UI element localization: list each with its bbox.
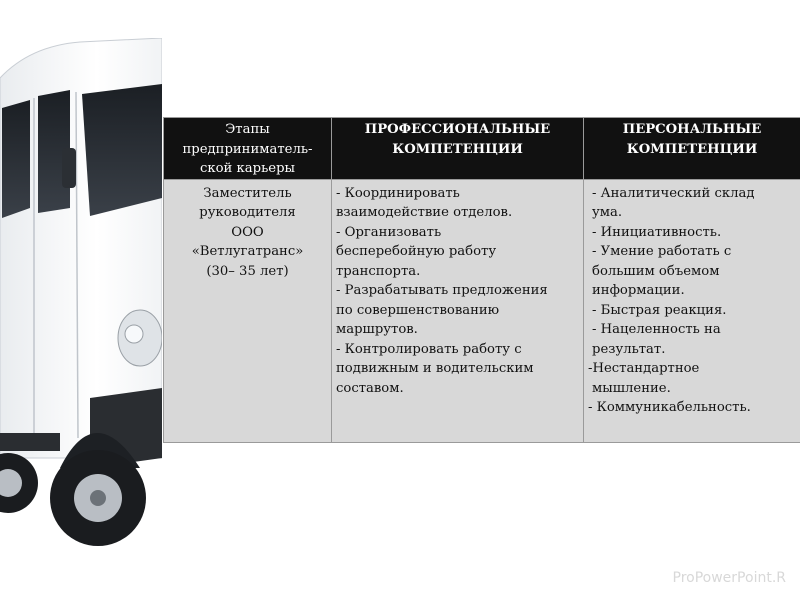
cell-line: - Контролировать работу с <box>336 341 522 357</box>
cell-line: (30– 35 лет) <box>206 263 289 279</box>
cell-line: -Нестандартное <box>588 361 700 376</box>
table-row <box>164 179 800 442</box>
cell-line: по совершенствованию <box>336 302 500 318</box>
cell-line: транспорта. <box>336 263 421 279</box>
header-line: ПЕРСОНАЛЬНЫЕ <box>622 122 762 137</box>
competencies-table-panel <box>163 117 800 443</box>
header-line: ской карьеры <box>199 161 296 176</box>
table-header-row <box>164 118 800 180</box>
competencies-table <box>163 117 800 443</box>
cell-line: результат. <box>592 341 666 357</box>
cell-line: мышление. <box>592 380 671 396</box>
cell-line: большим объемом <box>592 263 720 279</box>
cell-line: составом. <box>336 380 404 396</box>
cell-line: Заместитель <box>203 185 292 201</box>
cell-line: «Ветлугатранс» <box>191 244 304 259</box>
cell-line: - Быстрая реакция. <box>592 302 727 318</box>
header-line: КОМПЕТЕНЦИИ <box>626 141 758 157</box>
cell-line: - Аналитический склад <box>592 185 755 201</box>
cell-line: - Координировать <box>336 185 460 201</box>
watermark: ProPowerPoint.R <box>672 570 786 586</box>
cell-line: ума. <box>592 205 623 220</box>
header-line: Этапы <box>225 122 270 137</box>
cell-line: взаимодействие отделов. <box>336 205 513 220</box>
cell-line: - Коммуникабельность. <box>588 400 751 415</box>
cell-line: подвижным и водительским <box>336 361 534 376</box>
minibus-image <box>0 38 162 566</box>
header-line: предприниматель- <box>182 141 313 157</box>
header-career-stages <box>164 118 332 180</box>
cell-line: ООО <box>231 224 264 240</box>
cell-line: маршрутов. <box>336 322 418 337</box>
cell-line: информации. <box>592 283 685 298</box>
header-line: КОМПЕТЕНЦИИ <box>392 141 523 157</box>
header-personal-competencies <box>584 118 800 180</box>
header-line: ПРОФЕССИОНАЛЬНЫЕ <box>364 122 551 137</box>
cell-line: бесперебойную работу <box>336 244 497 259</box>
header-professional-competencies <box>332 118 584 180</box>
cell-career-stage <box>164 179 332 442</box>
cell-professional-competencies <box>332 179 584 442</box>
cell-personal-competencies <box>584 179 800 442</box>
cell-line: - Умение работать с <box>592 244 732 259</box>
cell-line: - Нацеленность на <box>592 322 721 337</box>
cell-line: - Инициативность. <box>592 224 722 240</box>
cell-line: - Организовать <box>336 224 442 240</box>
cell-line: - Разрабатывать предложения <box>336 283 548 298</box>
cell-line: руководителя <box>199 205 296 220</box>
